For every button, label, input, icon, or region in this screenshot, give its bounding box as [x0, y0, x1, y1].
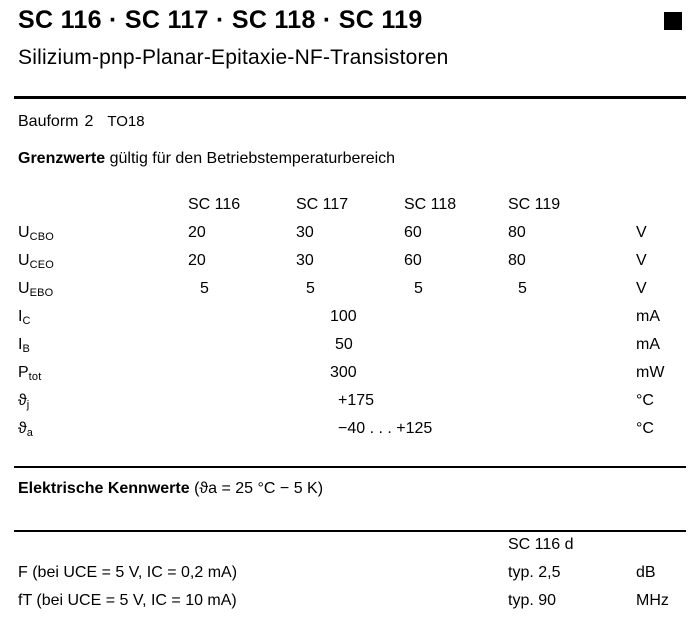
bauform-label: Bauform — [18, 113, 79, 130]
row-symbol: UCBO — [18, 224, 54, 243]
section-electrical-heading — [18, 480, 323, 498]
table-row — [0, 336, 700, 364]
column-header-sc119: SC 119 — [508, 196, 561, 213]
row-value: 30 — [296, 224, 314, 241]
table-row — [0, 252, 700, 280]
column-header-sc116: SC 116 — [188, 196, 241, 213]
section-limits-rest: gültig für den Betriebstemperaturbereich — [105, 150, 396, 167]
row-symbol-subscript: B — [22, 343, 30, 355]
row-symbol: UCEO — [18, 252, 54, 271]
row-value-span: 300 — [330, 364, 357, 381]
row-label: F (bei UCE = 5 V, IC = 0,2 mA) — [18, 564, 238, 581]
divider-middle — [14, 466, 686, 468]
row-value: 80 — [508, 224, 526, 241]
row-symbol-subscript: j — [26, 399, 30, 411]
row-unit: V — [636, 280, 647, 297]
table-row — [0, 564, 700, 592]
column-header-sc116d: SC 116 d — [508, 536, 574, 553]
row-unit: mA — [636, 308, 660, 325]
table-row — [0, 392, 700, 420]
table-row — [0, 280, 700, 308]
section-limits-bold: Grenzwerte — [18, 150, 106, 167]
row-symbol: IC — [18, 308, 31, 327]
column-header-sc118: SC 118 — [404, 196, 457, 213]
row-symbol-subscript: CEO — [29, 259, 54, 271]
table-row — [0, 308, 700, 336]
row-unit: °C — [636, 420, 654, 437]
table-row — [0, 420, 700, 448]
row-value: 5 — [414, 280, 423, 297]
section-electrical-bold: Elektrische Kennwerte — [18, 480, 190, 497]
column-header-sc117: SC 117 — [296, 196, 349, 213]
header — [18, 6, 688, 35]
row-symbol: UEBO — [18, 280, 54, 299]
divider-top — [14, 96, 686, 99]
row-value-span: −40 . . . +125 — [338, 420, 433, 437]
row-symbol: ϑj — [18, 392, 30, 411]
row-unit: V — [636, 252, 647, 269]
row-value: 20 — [188, 252, 206, 269]
page-title: SC 116 · SC 117 · SC 118 · SC 119 — [18, 6, 423, 34]
row-value: 5 — [306, 280, 315, 297]
table-header-row — [0, 196, 700, 224]
row-value: 60 — [404, 224, 422, 241]
table-row — [0, 364, 700, 392]
row-unit: °C — [636, 392, 654, 409]
row-value: typ. 90 — [508, 592, 557, 609]
row-value-span: 100 — [330, 308, 357, 325]
row-symbol-subscript: CBO — [29, 231, 54, 243]
row-unit: MHz — [636, 592, 669, 609]
row-symbol: IB — [18, 336, 30, 355]
row-value: 20 — [188, 224, 206, 241]
row-symbol: Ptot — [18, 364, 42, 383]
row-unit: V — [636, 224, 647, 241]
row-symbol-subscript: tot — [28, 371, 42, 383]
bauform-line — [18, 113, 145, 131]
table-row — [0, 592, 700, 620]
row-symbol-subscript: EBO — [29, 287, 54, 299]
section-limits-heading — [18, 150, 395, 168]
divider-low — [14, 530, 686, 532]
row-value: 5 — [200, 280, 209, 297]
bottom-header-row — [0, 536, 700, 564]
row-symbol-subscript: a — [26, 427, 34, 439]
electrical-table — [0, 536, 700, 620]
row-value: 60 — [404, 252, 422, 269]
table-row — [0, 224, 700, 252]
black-square-icon — [664, 12, 682, 30]
row-value-span: +175 — [338, 392, 375, 409]
row-symbol: ϑa — [18, 420, 34, 439]
row-value-span: 50 — [335, 336, 353, 353]
row-label: fT (bei UCE = 5 V, IC = 10 mA) — [18, 592, 237, 609]
row-unit: dB — [636, 564, 656, 581]
row-unit: mA — [636, 336, 660, 353]
row-symbol-subscript: C — [22, 315, 31, 327]
row-unit: mW — [636, 364, 665, 381]
row-value: typ. 2,5 — [508, 564, 561, 581]
bauform-case: TO18 — [107, 113, 145, 130]
page-subtitle: Silizium-pnp-Planar-Epitaxie-NF-Transistoren — [18, 46, 449, 69]
row-value: 5 — [518, 280, 527, 297]
row-value: 30 — [296, 252, 314, 269]
limits-table — [0, 196, 700, 448]
row-value: 80 — [508, 252, 526, 269]
section-electrical-rest: (ϑa = 25 °C − 5 K) — [189, 480, 324, 497]
bauform-number: 2 — [84, 113, 94, 130]
